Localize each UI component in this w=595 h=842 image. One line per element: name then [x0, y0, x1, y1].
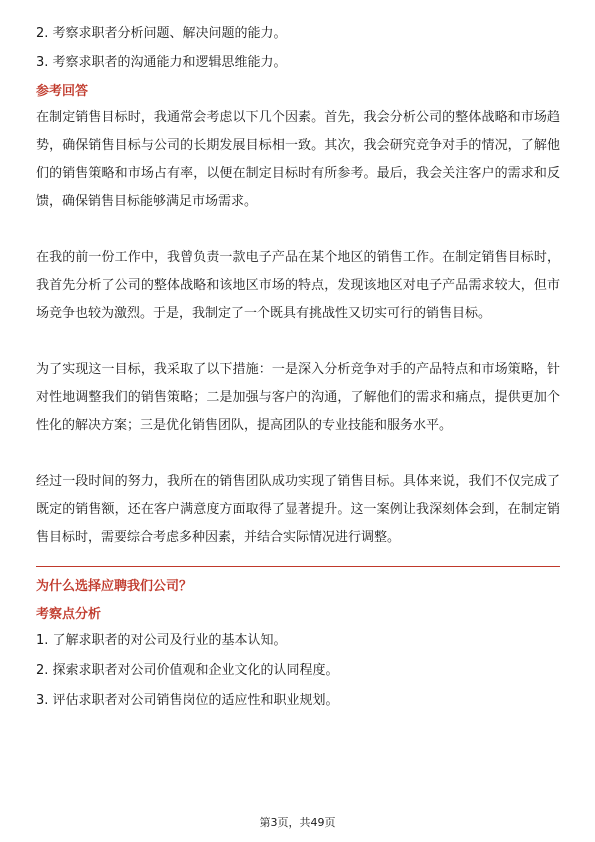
answer-heading: 参考回答 [36, 84, 89, 99]
list-item: 2. 考察求职者分析问题、解决问题的能力。 [36, 26, 287, 41]
previous-points-list [36, 24, 560, 73]
section-divider [36, 566, 560, 567]
list-item: 3. 考察求职者的沟通能力和逻辑思维能力。 [36, 55, 287, 70]
answer-paragraph: 经过一段时间的努力，我所在的销售团队成功实现了销售目标。具体来说，我们不仅完成了既定的销售额，还在客户满意度方面取得了显著提升。这一案例让我深刻体会到，在制定销售目标时，需要综合考虑多种因素，并结合实际情况进行调整。 [36, 474, 560, 545]
list-item: 1. 了解求职者的对公司及行业的基本认知。 [36, 633, 287, 648]
list-item: 3. 评估求职者对公司销售岗位的适应性和职业规划。 [36, 693, 339, 708]
list-item: 2. 探索求职者对公司价值观和企业文化的认同程度。 [36, 663, 339, 678]
answer-paragraph: 在制定销售目标时，我通常会考虑以下几个因素。首先，我会分析公司的整体战略和市场趋势，确保销售目标与公司的长期发展目标相一致。其次，我会研究竞争对手的情况，了解他们的销售策略和市场占有率，以便在制定目标时有所参考。最后，我会关注客户的需求和反馈，确保销售目标能够满足市场需求。 [36, 110, 560, 209]
answer-paragraph: 在我的前一份工作中，我曾负责一款电子产品在某个地区的销售工作。在制定销售目标时，我首先分析了公司的整体战略和该地区市场的特点，发现该地区对电子产品需求较大，但市场竞争也较为激烈。于是，我制定了一个既具有挑战性又切实可行的销售目标。 [36, 250, 560, 321]
analysis-points-list [36, 631, 560, 711]
analysis-heading: 考察点分析 [36, 607, 102, 622]
question-title: 为什么选择应聘我们公司？ [36, 579, 193, 594]
document-page [36, 24, 560, 721]
answer-paragraph: 为了实现这一目标，我采取了以下措施：一是深入分析竞争对手的产品特点和市场策略，针对性地调整我们的销售策略；二是加强与客户的沟通，了解他们的需求和痛点，提供更加个性化的解决方案；三是优化销售团队，提高团队的专业技能和服务水平。 [36, 362, 560, 433]
page-number: 第3页，共49页 [259, 816, 336, 829]
